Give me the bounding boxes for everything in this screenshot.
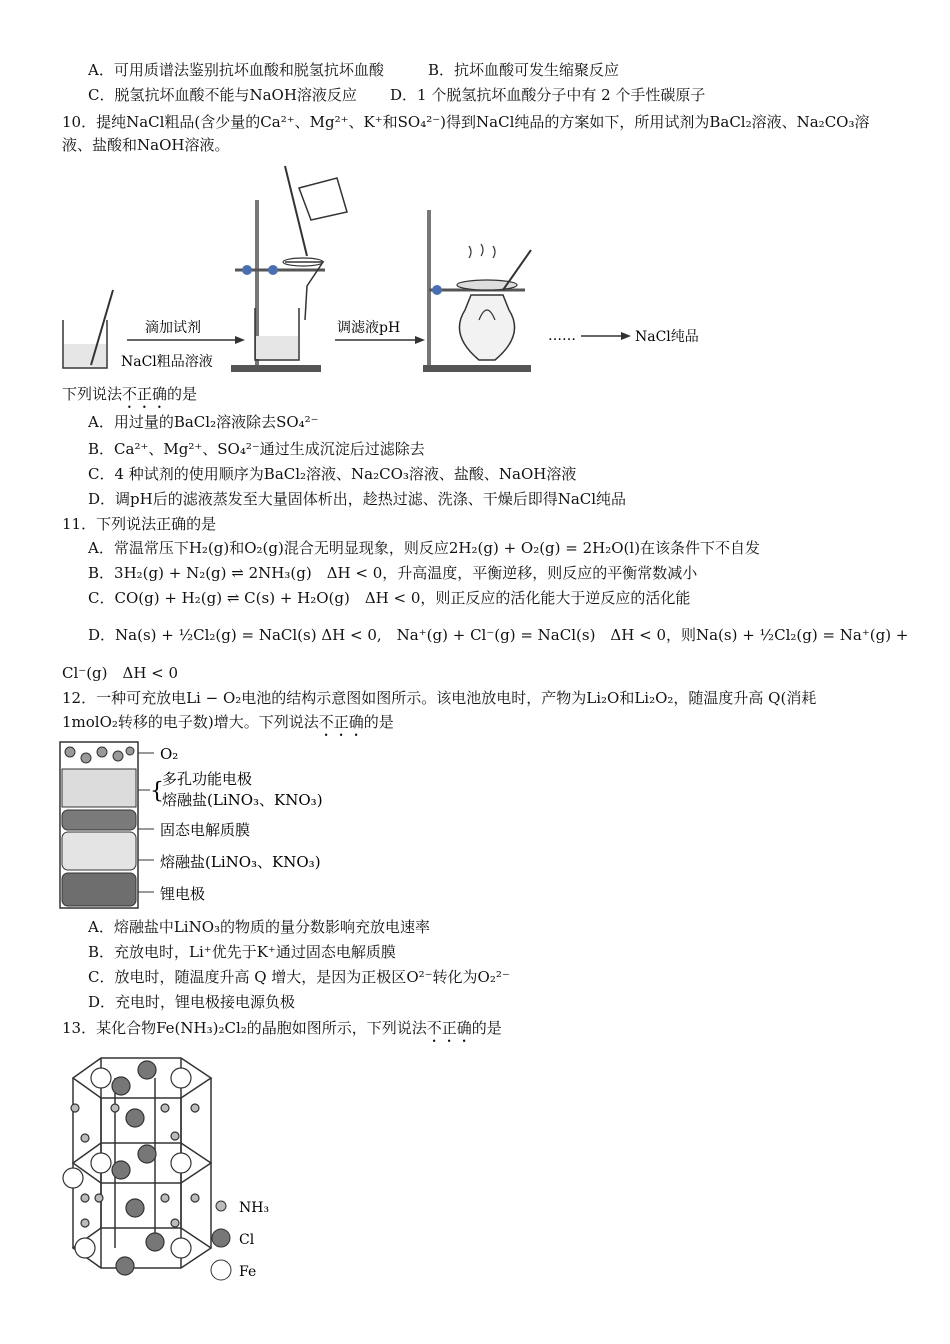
q12-stem-line2: [62, 711, 394, 740]
porous-electrode-layer: [62, 769, 136, 807]
q10-apparatus-figure: [55, 160, 715, 380]
q13-stem-pre: 13．某化合物Fe(NH₃)₂Cl₂的晶胞如图所示，下列说法: [62, 1019, 427, 1037]
q10-question-pre: 下列说法: [62, 385, 123, 403]
q10-option-d: D．调pH后的滤液蒸发至大量固体析出，趁热过滤、洗涤、干燥后即得NaCl纯品: [88, 490, 627, 508]
q10-stem-line2: 液、盐酸和NaOH溶液。: [62, 136, 230, 154]
legend-nh3-label: NH₃: [239, 1200, 270, 1216]
q10-option-c: C．4 种试剂的使用顺序为BaCl₂溶液、Na₂CO₃溶液、盐酸、NaOH溶液: [88, 465, 577, 483]
q12-stem-emph: 不正确: [318, 713, 364, 731]
q10-question-emph: 不正确: [122, 385, 168, 403]
crystal-atoms: [63, 1061, 199, 1275]
q12-option-c: C．放电时，随温度升高 Q 增大，是因为正极区O²⁻转化为O₂²⁻: [88, 968, 510, 986]
q9-option-a: A．可用质谱法鉴别抗坏血酸和脱氢抗坏血酸: [88, 61, 384, 79]
q12-battery-figure: [58, 740, 358, 912]
beaker-icon: [63, 290, 113, 368]
q12-option-a: A．熔融盐中LiNO₃的物质的量分数影响充放电速率: [88, 918, 431, 936]
q13-stem-post: 的是: [471, 1019, 502, 1037]
q9-option-d: D．1 个脱氢抗坏血酸分子中有 2 个手性碳原子: [390, 86, 706, 104]
q10-option-b: B．Ca²⁺、Mg²⁺、SO₄²⁻通过生成沉淀后过滤除去: [88, 440, 425, 458]
q13-stem-emph: 不正确: [426, 1019, 472, 1037]
fe-legend-icon: [211, 1260, 231, 1280]
q12-stem-post: 的是: [363, 713, 394, 731]
solid-electrolyte-layer: [62, 810, 136, 830]
filtration-stand-icon: [231, 166, 347, 372]
fig-electrode-label: 多孔功能电极: [162, 770, 253, 788]
q11-stem: 11．下列说法正确的是: [62, 515, 217, 533]
evaporation-setup-icon: [423, 210, 531, 372]
fig-dots: ……: [548, 328, 576, 344]
molten-salt-layer: [62, 832, 136, 870]
q9-option-b: B．抗坏血酸可发生缩聚反应: [428, 61, 620, 79]
q11-option-b: B．3H₂(g) + N₂(g) ⇌ 2NH₃(g) ΔH < 0，升高温度，平衡逆移，则反应的平衡常数减小: [88, 564, 698, 582]
q12-stem-pre: 1molO₂转移的电子数)增大。下列说法: [62, 713, 319, 731]
cl-legend-icon: [212, 1229, 230, 1247]
fig-product-label: NaCl纯品: [635, 329, 699, 345]
q10-question: [62, 383, 197, 412]
legend-cl-label: Cl: [239, 1232, 255, 1248]
q11-option-d-line1: D．Na(s) + ½Cl₂(g) = NaCl(s) ΔH < 0, Na⁺(g) + Cl⁻(g) = NaCl(s) ΔH < 0，则Na(s) + ½Cl₂(g) = Na⁺(g) +: [88, 626, 909, 644]
q13-crystal-figure: [55, 1048, 285, 1284]
q13-stem: [62, 1017, 502, 1046]
fig-lithium-label: 锂电极: [160, 885, 206, 903]
fig-membrane-label: 固态电解质膜: [160, 821, 251, 839]
brace-icon: {: [150, 779, 164, 804]
q11-option-d-line2: Cl⁻(g) ΔH < 0: [62, 664, 179, 682]
fig-molten2-label: 熔融盐(LiNO₃、KNO₃): [160, 853, 321, 871]
nh3-legend-icon: [216, 1201, 226, 1211]
fig-molten1-label: 熔融盐(LiNO₃、KNO₃): [162, 791, 323, 809]
q10-option-a: A．用过量的BaCl₂溶液除去SO₄²⁻: [88, 413, 319, 431]
fig-step1-label: 滴加试剂: [145, 320, 201, 336]
fig-o2-label: O₂: [160, 745, 179, 763]
q11-option-c: C．CO(g) + H₂(g) ⇌ C(s) + H₂O(g) ΔH < 0，则正反应的活化能大于逆反应的活化能: [88, 589, 691, 607]
q9-option-c: C．脱氢抗坏血酸不能与NaOH溶液反应: [88, 86, 357, 104]
q12-stem-line1: 12．一种可充放电Li − O₂电池的结构示意图如图所示。该电池放电时，产物为Li₂O和Li₂O₂，随温度升高 Q(消耗: [62, 689, 817, 707]
lithium-electrode-layer: [62, 873, 136, 906]
q10-question-post: 的是: [167, 385, 198, 403]
q12-option-d: D．充电时，锂电极接电源负极: [88, 993, 296, 1011]
fig-sample-label: NaCl粗品溶液: [121, 354, 213, 370]
q11-option-a: A．常温常压下H₂(g)和O₂(g)混合无明显现象，则反应2H₂(g) + O₂(g) = 2H₂O(l)在该条件下不自发: [88, 539, 761, 557]
legend-fe-label: Fe: [239, 1264, 257, 1280]
fig-step2-label: 调滤液pH: [337, 320, 401, 336]
q12-option-b: B．充放电时，Li⁺优先于K⁺通过固态电解质膜: [88, 943, 396, 961]
q10-stem-line1: 10．提纯NaCl粗品(含少量的Ca²⁺、Mg²⁺、K⁺和SO₄²⁻)得到NaCl纯品的方案如下，所用试剂为BaCl₂溶液、Na₂CO₃溶: [62, 113, 870, 131]
